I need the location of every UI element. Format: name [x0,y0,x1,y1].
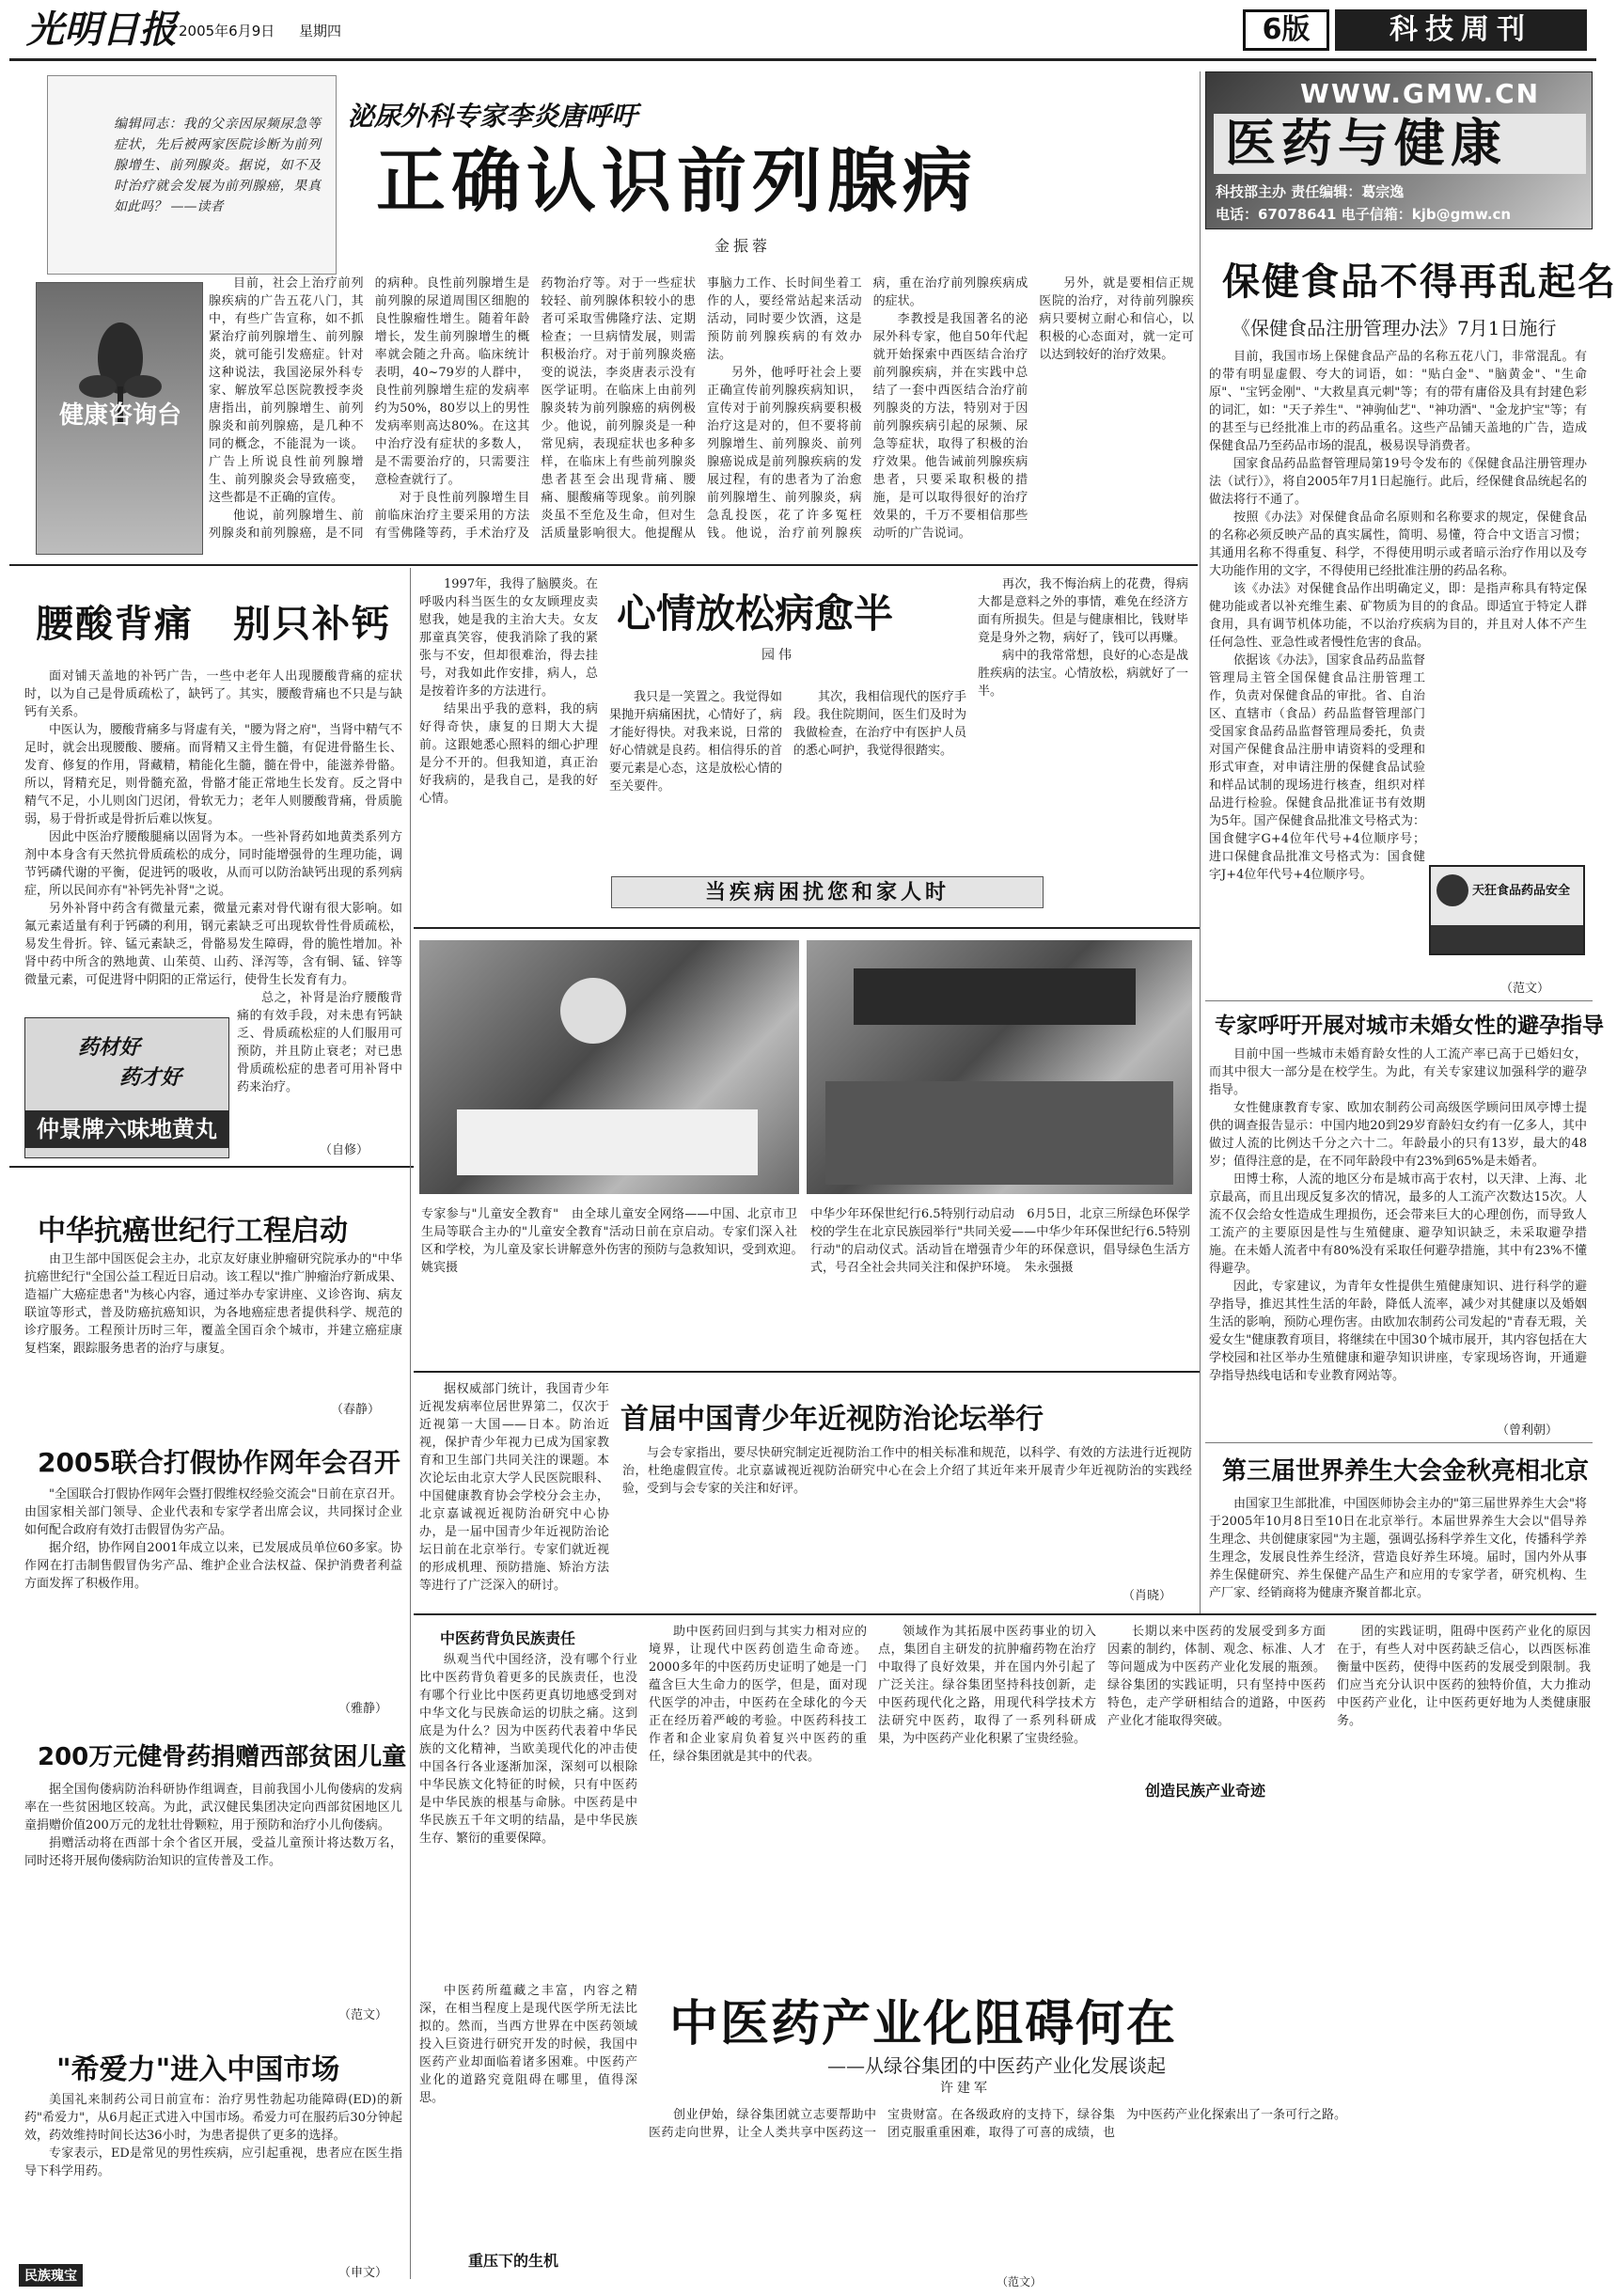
liuwei-ad-product: 仲景牌六味地黄丸 [25,1110,228,1148]
donation-para: 捐赠活动将在西部十余个省区开展，受益儿童预计将达数万名，同时还将开展佝偻病防治知识的宣传普及工作。 [24,1836,402,1868]
cancer-byline: （春静） [331,1403,381,1417]
food-para: 该《办法》对保健食品作出明确定义，即：是指声称具有特定保健功能或者以补充维生素、矿物质为目的的食品。即适宜于特定人群食用，具有调节机体功能，不以治疗疾病为目的，并且对人体不产生任何急性、亚急性或者慢性危害的食品。 [1209,582,1587,650]
mood-para: 1997年，我得了脑膜炎。在呼吸内科当医生的女友顾理皮卖慰我，她是我的主治大夫。女友那童真笑容，使我消除了我的紧张与不安，但却很难治，得去挂号，对我如此作安排，病人，总是按着许多的方法进行。 [419,577,598,699]
corner-label: 民族瑰宝 [19,2264,83,2287]
tcm-subhead-2: 创造民族产业奇迹 [1145,1782,1266,1800]
masthead [0,0,1606,60]
mood-para: 病中的我常常想，良好的心态是战胜疾病的法宝。心情放松，病就好了一半。 [978,649,1188,699]
tcm-author: 许建军 [940,2081,991,2096]
backpain-byline: （自修） [320,1143,369,1157]
food-para: 按照《办法》对保健食品命名原则和名称要求的规定，保健食品的名称必须反映产品的真实属性，简明、易懂，符合中文语言习惯；其通用名称不得重复、科学，不得使用明示或者暗示治疗作用以及夸大功能作用的文字，不得使用已经批准注册的药品名称。 [1209,511,1587,578]
contraception-para: 目前中国一些城市未婚育龄女性的人工流产率已高于已婚妇女，而其中很大一部分是在校学生。为此，有关专家建议加强科学的避孕指导。 [1209,1047,1587,1097]
tcm-lower-body [649,2106,1593,2290]
donation-body [24,1781,402,1995]
food-para: 国家食品药品监督管理局第19号令发布的《保健食品注册管理办法（试行）》，将自2005年7月1日起施行。此后，经保健食品统起名的做法将行不通了。 [1209,457,1587,507]
editor-note-box [47,75,337,275]
contraception-para: 女性健康教育专家、欧加农制药公司高级医学顾问田凤亭博士提供的调查报告显示：中国内地20到29岁育龄妇女约有一亿多人，其中做过人流的比例达千分之六十二。年龄最小的只有13岁，最大的48岁；值得注意的是，在不同年龄段中有23%到65%是未婚者。 [1209,1101,1587,1169]
aiyili-byline: （申文） [338,2266,388,2280]
banner-credit-1: 科技部主办 责任编辑：葛宗逸 [1216,183,1405,200]
section-name: 科技周刊 [1335,9,1587,51]
mood-col-left [419,575,598,914]
mood-col-mid [609,688,966,876]
banner-title: 医药与健康 [1225,114,1507,173]
anticounterfeit-byline: （雅静） [338,1702,388,1716]
mood-author: 园伟 [761,648,795,663]
backpain-para: 面对铺天盖地的补钙广告，一些中老年人出现腰酸背痛的症状时，以为自己是骨质疏松了，缺钙了。其实，腰酸背痛也不只是与缺钙有关系。 [24,669,402,719]
tcm-col-4 [1107,1623,1326,1773]
photo-children-safety [419,940,799,1194]
anticounterfeit-para: "全国联合打假协作网年会暨打假维权经验交流会"日前在京召开。由国家相关部门领导、企业代表和专家学者出席会议，共同探讨企业如何配合政府有效打击假冒伪劣产品。 [24,1487,402,1537]
tcm-subhead-1: 中医药背负民族责任 [440,1629,576,1647]
shield-icon [1436,874,1468,906]
right-rule-2 [1205,1442,1593,1443]
mood-para: 其次，我相信现代的医疗手段。我住院期间，医生们及时为我做检查，在治疗中有医护人员的悉心呵护，我觉得很踏实。 [793,690,966,758]
myopia-para: 与会专家指出，要尽快研究制定近视防治工作中的相关标准和规范，以科学、有效的方法进行近视防治，杜绝虚假宣传。北京嘉诚视近视防治研究中心在会上介绍了其近年来开展青少年近视防治的实践经验，受到与会专家的关注和好评。 [622,1446,1192,1496]
mood-para: 结果出乎我的意料，我的病好得奇快，康复的日期大大提前。这跟她悉心照料的细心护理是分不开的。但我知道，真正治好我病的，是我自己，是我的好心情。 [419,702,598,806]
banner-shape [854,968,1136,1025]
tcm-col-2 [649,1623,867,1811]
person-icon [560,978,626,1044]
lead-para: 他说，前列腺增生、前列腺炎和前列腺癌，是不同的病种。良性前列腺增生是前列腺的尿道周围区细胞的良性腺瘤性增生。随着年龄增长，发生前列腺增生的概率就会随之升高。临床统计表明，40~79岁的人群中，良性前列腺增生症的发病率约为50%，80岁以上的男性发病率则高达80%。在这其中治疗没有症状的多数人，是不需要治疗的，只需要注意检查就行了。 [209,276,530,541]
editor-note: 编辑同志：我的父亲因尿频尿急等症状，先后被两家医院诊断为前列腺增生、前列腺炎。据说，如不及时治疗就会发展为前列腺癌，果真如此吗？ ——读者 [114,117,321,214]
tcm-col-1 [419,1651,637,1961]
backpain-para: 总之，补肾是治疗腰酸背痛的有效手段，对未患有钙缺乏、骨质疏松症的人们服用可预防，并且防止衰老；对已患骨质疏松症的患者可用补肾中药来治疗。 [237,991,402,1094]
contraception-byline: （曾利朝） [1497,1423,1559,1438]
food-safety-ad [1429,865,1585,955]
tcm-para: 领域作为其拓展中医药事业的切入点，集团自主研发的抗肿瘤药物在治疗中取得了良好效果，并在国内外引起了广泛关注。绿谷集团坚持科技创新，走中医药现代化之路，用现代科学技术方法研究中医药，取得了一系列科研成果，为中医药产业化积累了宝贵经验。 [878,1625,1096,1746]
left-col-divider [410,568,411,2279]
tcm-para: 中医药所蕴藏之丰富，内容之精深，在相当程度上是现代医学所无法比拟的。然而，当西方世界在中医药领域投入巨资进行研究开发的时候，我国中医药产业却面临着诸多困难。中医药产业化的道路究竟阻碍在哪里，值得深思。 [419,1984,637,2105]
tcm-para: 助中医药回归到与其实力相对应的境界，让现代中医药创造生命奇迹。2000多年的中医药历史证明了她是一门蕴含巨大生命力的医学，但是，面对现代医学的冲击，中医药在全球化的今天正在经历着严峻的考验。中医药科技工作者和企业家肩负着复兴中医药的重任，绿谷集团就是其中的代表。 [649,1625,867,1764]
photo-caption-left: 专家参与"儿童安全教育" 由全球儿童安全网络——中国、北京市卫生局等联合主办的"儿童安全教育"活动日前在京启动。专家们深入社区和学校，为儿童及家长讲解意外伤害的预防与急救知识，受到欢迎。 姚宾摄 [421,1207,810,1275]
health-consult-logo [36,282,203,555]
aiyili-title: "希爱力"进入中国市场 [56,2053,340,2086]
left-rule-top [9,564,1198,566]
food-byline: （范文） [1500,982,1550,996]
lead-para: 李教授是我国著名的泌尿外科专家，他自50年代起就开始探索中西医结合治疗前列腺疾病，并在实践中总结了一套中西医结合治疗前列腺炎的方法，特别对于因前列腺疾病引起的尿频、尿急等症状，取得了积极的治疗效果。他告诫前列腺疾病患者，只要采取积极的措施，是可以取得很好的治疗效果的，千万不要相信那些动听的广告说词。 [872,312,1028,541]
lead-author: 金振蓉 [714,237,772,255]
cancer-body [24,1250,402,1416]
mood-col-right [978,575,1188,857]
photo-environmental-event [807,940,1192,1194]
liuwei-ad-line2: 药才好 [119,1066,182,1090]
mood-body [419,575,1190,916]
lead-kicker: 泌尿外科专家李炎唐呼吁 [348,101,638,132]
issue-date: 2005年6月9日 [179,23,275,39]
tcm-byline: （范文） [997,2275,1043,2288]
photo-rule [414,1371,1200,1373]
cancer-title: 中华抗癌世纪行工程启动 [38,1215,348,1248]
backpain-title: 腰酸背痛 别只补钙 [36,603,391,646]
myopia-body-right [622,1444,1192,1604]
myopia-para: 据权威部门统计，我国青少年近视发病率位居世界第二，仅次于近视第一大国——日本。防治近视，保护青少年视力已成为国家教育和卫生部门共同关注的课题。本次论坛由北京大学人民医院眼科、中国健康教育协会学校分会主办，北京嘉诚视近视防治研究中心协办，是一届中国青少年近视防治论坛日前在北京举行。专家们就近视的形成机理、预防措施、矫治方法等进行了广泛深入的研讨。 [419,1382,609,1593]
aiyili-para: 美国礼来制药公司日前宣布：治疗男性勃起功能障碍(ED)的新药"希爱力"，从6月起正式进入中国市场。希爱力可在服药后30分钟起效，药效维持时间长达36小时，为患者提供了更多的选择。 [24,2093,402,2143]
issue-weekday: 星期四 [299,23,342,39]
myopia-title: 首届中国青少年近视防治论坛举行 [620,1403,1044,1436]
contraception-title: 专家呼吁开展对城市未婚女性的避孕指导 [1215,1014,1604,1038]
myopia-body-left [419,1380,609,1604]
contraception-body [1209,1046,1587,1439]
food-safety-ad-text: 天狂食品药品安全 [1472,884,1571,898]
masthead-rule [9,58,1596,61]
food-para: 目前，我国市场上保健食品产品的名称五花八门，非常混乱。有的带有明显虚假、夸大的词语，如："贴白金"、"脑黄金"、"生命原"、"宝钙金刚"、"大救星真元刺"等；有的带有庸俗及具有封建色彩的词汇，如："天子养生"、"神驹仙艺"、"神功酒"、"金龙护宝"等；有的甚至与已经批准上市的药品重名。这些产品铺天盖地的广告，造成保健食品乃至药品市场的混乱，极易误导消费者。 [1209,350,1587,453]
photo-caption-right: 中华少年环保世纪行6.5特别行动启动 6月5日，北京三所绿色环保学校的学生在北京民族园举行"共同关爱——中华少年环保世纪行6.5特别行动"的启动仪式。活动旨在增强青少年的环保意识，倡导绿色生活方式，号召全社会共同关注和保护环境。 朱永强摄 [810,1207,1190,1275]
contraception-para: 田博士称，人流的地区分布是城市高于农村，以天津、上海、北京最高，而且出现反复多次的情况，最多的人工流产次数达15次。人流不仅会给女性造成生理损伤，还会带来巨大的心理创伤，而导致人工流产的主要原因是性与生殖健康、避孕知识缺乏，未采取避孕措施。在未婚人流者中有80%没有采取任何避孕措施，其中有23%不懂得避孕。 [1209,1172,1587,1276]
cancer-para: 由卫生部中国医促会主办，北京友好康业肿瘤研究院承办的"中华抗癌世纪行"全国公益工程近日启动。该工程以"推广肿瘤治疗新成果、造福广大癌症患者"为核心内容，通过举办专家讲座、义诊咨询、病友联谊等形式，普及防癌抗癌知识，为各地癌症患者提供科学、规范的诊疗服务。工程预计历时三年，覆盖全国百余个城市，并建立癌症康复档案，跟踪服务患者的治疗与康复。 [24,1252,402,1356]
edition-number: 6版 [1243,9,1329,51]
tcm-subtitle: ——从绿谷集团的中医药产业化发展谈起 [827,2054,1166,2077]
ad-strip [1431,925,1583,953]
crowd-shape [825,1081,1173,1185]
tcm-col-3 [878,1623,1096,1811]
tcm-lower-left [419,1982,637,2251]
tcm-para: 团的实践证明，阻碍中医药产业化的原因在于，有些人对中医药缺乏信心，以西医标准衡量中医药，使得中医药的发展受到限制。我们应当充分认识中医药的独特价值，大力推动中医药产业化，让中医药更好地为人类健康服务。 [1337,1625,1591,1728]
lead-para: 另外，就是要相信正规医院的治疗，对待前列腺疾病只要树立耐心和信心，以积极的心态面对，就一定可以达到较好的治疗效果。 [1039,276,1194,362]
lead-para: 目前，社会上治疗前列腺疾病的广告五花八门，其中，有些广告宣称，如不抓紧治疗前列腺增生、前列腺炎，就可能引发癌症。针对这种说法，我国泌尿外科专家、解放军总医院教授李炎唐指出，前列腺增生、前列腺炎和前列腺癌，是几种不同的概念，不能混为一谈。广告上所说良性前列腺增生、前列腺炎会导致癌变，这些都是不正确的宣传。 [209,276,364,505]
mood-caption: 当疾病困扰您和家人时 [611,876,1044,908]
banner-credit-2: 电话：67078641 电子信箱：kjb@gmw.cn [1216,206,1512,223]
tcm-para: 创业伊始，绿谷集团就立志要帮助中医药走向世界，让全人类共享中医药这一宝贵财富。在各级政府的支持下，绿谷集团克服重重困难，取得了可喜的成绩，也为中医药产业化探索出了一条可行之路。 [649,2108,1347,2140]
mood-para: 我只是一笑置之。我觉得如果抛开病痛困扰，心情好了，病才能好得快。对我来说，日常的好心情就是良药。相信得乐的首要元素是心态，这是放松心情的至关要件。 [609,690,782,794]
tcm-rule [414,1613,1596,1615]
myopia-byline: （肖晓） [1122,1589,1172,1603]
congress-title: 第三届世界养生大会金秋亮相北京 [1222,1457,1590,1486]
mood-rule [414,927,1200,929]
backpain-para: 因此中医治疗腰酸腿痛以固肾为本。一些补肾药如地黄类系列方剂中本身含有天然抗骨质疏松的成分，同时能增强骨的生理功能，调节钙磷代谢的平衡，促进钙的吸收，从而可以防治缺钙出现的系列病症，所以民间亦有"补钙先补肾"之说。 [24,830,402,898]
aiyili-para: 专家表示，ED是常见的男性疾病，应引起重视，患者应在医生指导下科学用药。 [24,2147,402,2178]
mood-para: 再次，我不悔治病上的花费，得病大都是意料之外的事情，难免在经济方面有所损失。但是与健康相比，钱财毕竟是身外之物，病好了，钱可以再赚。 [978,577,1188,645]
aiyili-body [24,2091,402,2275]
backpain-para: 中医认为，腰酸背痛多与肾虚有关，"腰为肾之府"，当肾中精气不足时，就会出现腰酸、腰痛。而肾精又主骨生髓，有促进骨骼生长、发育、修复的作用，肾藏精，精能化生髓，髓在骨中，能滋养骨骼。所以，肾精充足，则骨髓充盈，骨骼才能正常地生长发育。反之肾中精气不足，小儿则囟门迟闭，骨软无力；老年人则腰酸背痛，骨质脆弱，易于骨折或是骨折后难以恢复。 [24,723,402,826]
tcm-subhead-3: 重压下的生机 [468,2252,559,2270]
tcm-col-5 [1337,1623,1591,1980]
donation-title: 200万元健骨药捐赠西部贫困儿童 [38,1743,407,1771]
health-consult-label: 健康咨询台 [58,401,181,430]
donation-para: 据全国佝偻病防治科研协作组调查，目前我国小儿佝偻病的发病率在一些贫困地区较高。为此，武汉健民集团决定向西部贫困地区儿童捐赠价值200万元的龙牡壮骨颗粒，用于预防和治疗小儿佝偻病。 [24,1783,402,1832]
health-banner [1205,71,1593,229]
left-rule-2 [9,1166,414,1168]
lead-title: 正确认识前列腺病 [376,141,978,222]
mood-title: 心情放松病愈半 [617,590,894,637]
lead-body [209,275,1194,557]
food-subtitle: 《保健食品注册管理办法》7月1日施行 [1232,317,1557,339]
anticounterfeit-title: 2005联合打假协作网年会召开 [38,1447,400,1478]
tcm-para: 纵观当代中国经济，没有哪个行业比中医药背负着更多的民族责任，也没有哪个行业比中医药更真切地感受到对中华文化与民族命运的切肤之痛。这到底是为什么？因为中医药代表着中华民族的文化精神，当欧美现代化的冲击使中国各行各业逐渐加深，深刻可以根除中华民族文化特征的时候，只有中医药是中华民族的根基与命脉。中医药是中华民族五千年文明的结晶，是中华民族生存、繁衍的重要保障。 [419,1653,637,1846]
backpain-para: 另外补肾中药含有微量元素，微量元素对骨代谢有很大影响。如氟元素适量有利于钙磷的利用，钢元素缺乏可出现软骨性骨质疏松，易发生骨折。锌、锰元素缺乏，骨骼易发生障碍，骨的脆性增加。补肾中药中所含的熟地黄、山茱萸、山药、泽泻等，含有铜、锰、锌等微量元素，可促进肾中阴阳的正常运行，使骨生长发育有力。 [24,902,402,987]
lead-para: 另外，他呼吁社会上要正确宣传前列腺疾病知识，宣传对于前列腺疾病要积极治疗这是对的，但不要将前列腺增生、前列腺炎、前列腺癌说成是前列腺疾病的发展过程，有的患者为了治愈前列腺增生、前列腺炎，病急乱投医，花了许多冤枉钱。他说，治疗前列腺疾病，重在治疗前列腺疾病成的症状。 [706,276,1028,541]
donation-byline: （范文） [338,2008,388,2022]
right-col-divider [1200,71,1201,1613]
liuwei-ad [24,1017,229,1158]
tcm-upper [419,1623,1593,1989]
lead-para: 对于良性前列腺增生目前临床治疗主要采用的方法有雪佛隆等药，手术治疗及药物治疗等。对于一些症状较轻、前列腺体积较小的患者可采取雪佛隆疗法、定期检查；一旦病情发展，则需积极治疗。对于前列腺炎癌变的说法，李炎唐表示没有医学证明。在临床上由前列腺炎转为前列腺癌的病例极少。他说，前列腺炎是一种常见病，表现症状也多种多样，在临床上有些前列腺炎患者甚至会出现背痛、腰痛、腿酸痛等现象。前列腺炎虽不至危及生命，但对生活质量影响很大。他提醒从事脑力工作、长时间坐着工作的人，要经常站起来活动活动，同时要少饮酒，这是预防前列腺疾病的有效办法。 [374,276,862,541]
congress-body [1209,1495,1587,1608]
anticounterfeit-para: 据介绍，协作网自2001年成立以来，已发展成员单位60多家。协作网在打击制售假冒伪劣产品、维护企业合法权益、保护消费者利益方面发挥了积极作用。 [24,1541,402,1591]
congress-para: 由国家卫生部批准，中国医师协会主办的"第三届世界养生大会"将于2005年10月8日至10日在北京举行。本届世界养生大会以"倡导养生理念、共创健康家园"为主题，强调弘扬科学养生文化，传播科学养生理念，发展良性养生经济，营造良好养生环境。届时，国内外从事养生保健研究、养生保健产品生产和应用的专家学者，研究机构、生产厂家、经销商将为健康齐聚首都北京。 [1209,1497,1587,1600]
tcm-para: 长期以来中医药的发展受到多方面因素的制约，体制、观念、标准、人才等问题成为中医药产业化发展的瓶颈。绿谷集团的实践证明，只有坚持中医药特色，走产学研相结合的道路，中医药产业化才能取得突破。 [1107,1625,1326,1728]
anticounterfeit-body [24,1486,402,1698]
table-shape [457,1109,758,1175]
food-para: 依据该《办法》，国家食品药品监督管理局主管全国保健食品注册管理工作，负责对保健食品的审批。省、自治区、直辖市（食品）药品监督管理部门受国家食品药品监督管理局委托，负责对国产保健食品注册申请资料的受理和形式审查，对申请注册的保健食品试验和样品试制的现场进行核查，组织对样品进行检验。保健食品批准证书有效期为5年。国产保健食品批准文号格式为：国食健字G+4位年代号+4位顺序号；进口保健食品批准文号格式为：国食健字J+4位年代号+4位顺序号。 [1209,653,1425,882]
paper-name: 光明日报 [26,8,177,52]
food-title: 保健食品不得再乱起名 [1222,260,1617,304]
liuwei-ad-line1: 药材好 [78,1036,141,1060]
tcm-title: 中医药产业化阻碍何在 [669,1996,1178,2052]
contraception-para: 因此，专家建议，为青年女性提供生殖健康知识、进行科学的避孕指导，推迟其性生活的年龄，降低人流率，减少对其健康以及婚姻生活的影响，预防心理伤害。由欧加农制药公司发起的"青春无瑕，关爱女生"健康教育项目，将继续在中国30个城市展开，其内容包括在大学校园和社区举办生殖健康和避孕知识讲座，专家现场咨询，开通避孕指导热线电话和专业教育网站等。 [1209,1280,1587,1383]
right-rule-1 [1205,1000,1593,1001]
site-url: WWW.GMW.CN [1300,78,1541,109]
